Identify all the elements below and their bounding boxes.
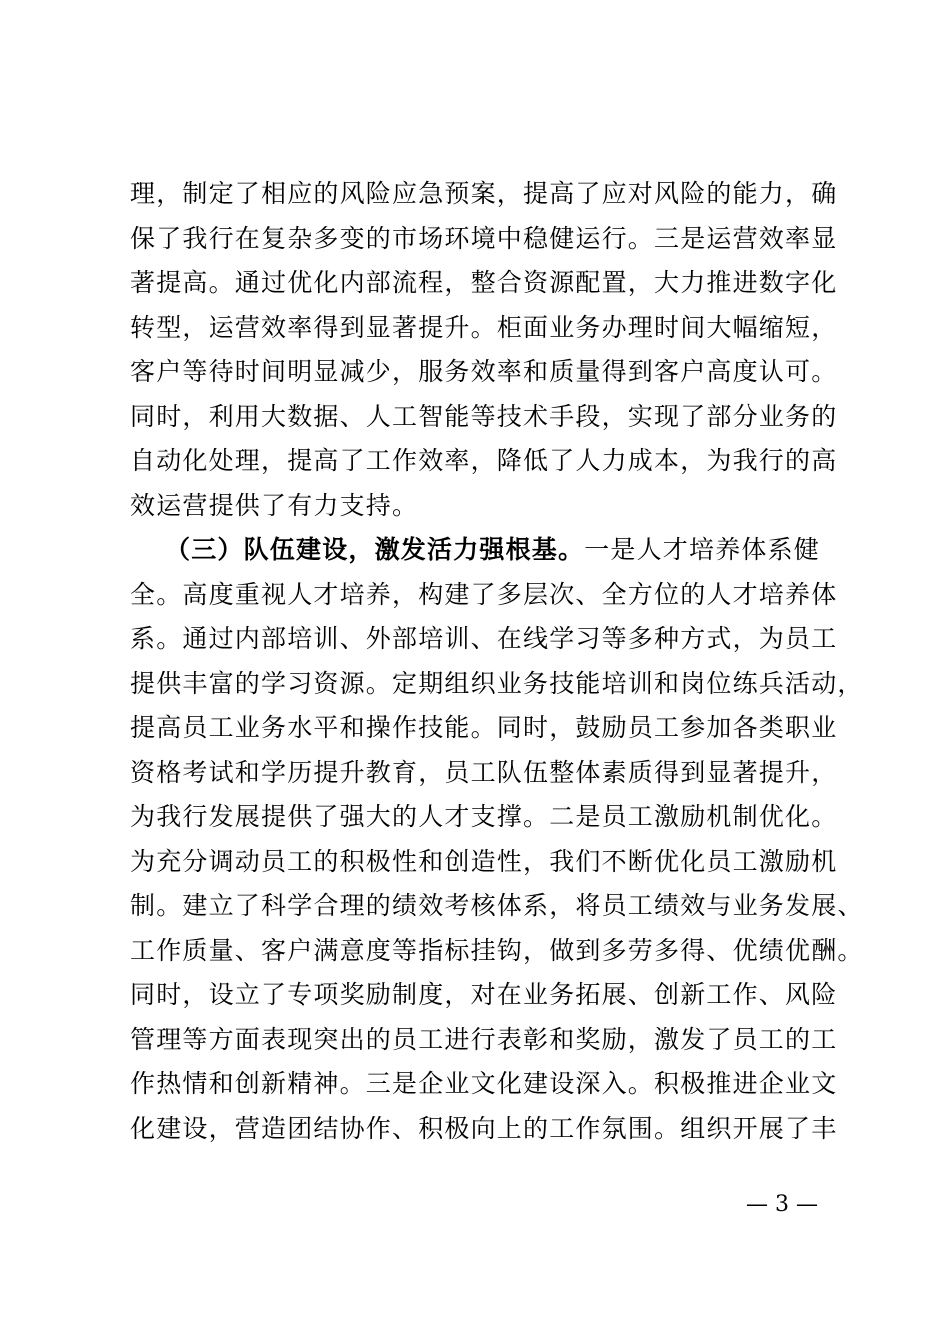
page-number: — 3 — bbox=[746, 1192, 818, 1217]
text-line: 保了我行在复杂多变的市场环境中稳健运行。三是运营效率显 bbox=[130, 223, 838, 253]
text-line: 为我行发展提供了强大的人才支撑。二是员工激励机制优化。 bbox=[130, 802, 838, 831]
text-line: 转型，运营效率得到显著提升。柜面业务办理时间大幅缩短， bbox=[130, 312, 838, 342]
text-line: 同时，利用大数据、人工智能等技术手段，实现了部分业务的 bbox=[130, 401, 838, 431]
text-line: 为充分调动员工的积极性和创造性，我们不断优化员工激励机 bbox=[130, 846, 838, 876]
text-line: 自动化处理，提高了工作效率，降低了人力成本，为我行的高 bbox=[130, 446, 838, 475]
text-line: 制。建立了科学合理的绩效考核体系，将员工绩效与业务发展、 bbox=[130, 891, 864, 920]
section-first-line-text: 一是人才培养体系健 bbox=[584, 535, 821, 564]
text-line: 资格考试和学历提升教育，员工队伍整体素质得到显著提升， bbox=[130, 757, 838, 787]
text-line: 效运营提供了有力支持。 bbox=[130, 490, 419, 520]
text-line: 提高员工业务水平和操作技能。同时，鼓励员工参加各类职业 bbox=[130, 713, 838, 742]
text-line: 作热情和创新精神。三是企业文化建设深入。积极推进企业文 bbox=[130, 1069, 838, 1098]
text-line: 提供丰富的学习资源。定期组织业务技能培训和岗位练兵活动， bbox=[130, 668, 864, 698]
text-line: 管理等方面表现突出的员工进行表彰和奖励，激发了员工的工 bbox=[130, 1024, 838, 1054]
text-line: 全。高度重视人才培养，构建了多层次、全方位的人才培养体 bbox=[130, 579, 838, 609]
text-line: 工作质量、客户满意度等指标挂钩，做到多劳多得、优绩优酬。 bbox=[130, 935, 864, 965]
text-line: 理，制定了相应的风险应急预案，提高了应对风险的能力，确 bbox=[130, 179, 838, 208]
section-first-line bbox=[130, 528, 820, 573]
text-line: 客户等待时间明显减少，服务效率和质量得到客户高度认可。 bbox=[130, 357, 838, 386]
document-body bbox=[130, 172, 864, 1151]
text-line: 著提高。通过优化内部流程，整合资源配置，大力推进数字化 bbox=[130, 268, 838, 297]
text-line: 同时，设立了专项奖励制度，对在业务拓展、创新工作、风险 bbox=[130, 980, 838, 1009]
text-line: 系。通过内部培训、外部培训、在线学习等多种方式，为员工 bbox=[130, 624, 838, 653]
text-line: 化建设，营造团结协作、积极向上的工作氛围。组织开展了丰 bbox=[130, 1113, 838, 1143]
section-heading: （三）队伍建设，激发活力强根基。 bbox=[165, 535, 585, 564]
